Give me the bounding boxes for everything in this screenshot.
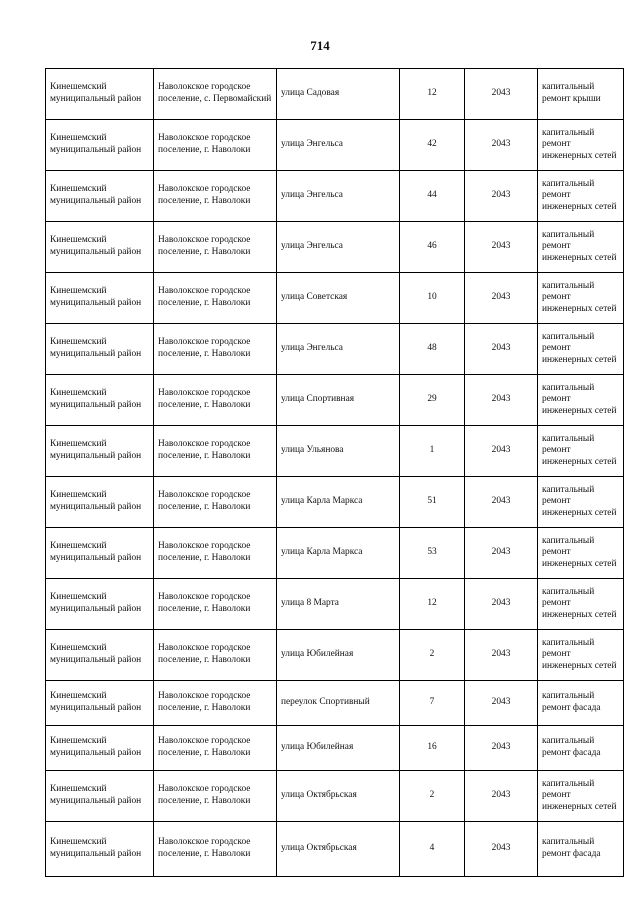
year-cell: 2043 bbox=[465, 375, 538, 426]
district-cell: Кинешемский муниципальный район bbox=[46, 630, 154, 681]
table-row bbox=[46, 528, 624, 579]
work-type-cell: капитальный ремонт инженерных сетей bbox=[538, 771, 624, 822]
house-number-cell: 7 bbox=[400, 681, 465, 726]
work-type-cell: капитальный ремонт инженерных сетей bbox=[538, 273, 624, 324]
settlement-cell: Наволокское городское поселение, г. Наволоки bbox=[154, 528, 277, 579]
work-type-cell: капитальный ремонт фасада bbox=[538, 681, 624, 726]
housing-repair-table bbox=[45, 68, 624, 877]
district-cell: Кинешемский муниципальный район bbox=[46, 324, 154, 375]
district-cell: Кинешемский муниципальный район bbox=[46, 426, 154, 477]
work-type-cell: капитальный ремонт инженерных сетей bbox=[538, 477, 624, 528]
work-type-cell: капитальный ремонт инженерных сетей bbox=[538, 222, 624, 273]
house-number-cell: 16 bbox=[400, 726, 465, 771]
settlement-cell: Наволокское городское поселение, г. Наволоки bbox=[154, 222, 277, 273]
settlement-cell: Наволокское городское поселение, г. Наволоки bbox=[154, 630, 277, 681]
year-cell: 2043 bbox=[465, 681, 538, 726]
district-cell: Кинешемский муниципальный район bbox=[46, 273, 154, 324]
district-cell: Кинешемский муниципальный район bbox=[46, 222, 154, 273]
work-type-cell: капитальный ремонт инженерных сетей bbox=[538, 375, 624, 426]
work-type-cell: капитальный ремонт инженерных сетей bbox=[538, 528, 624, 579]
street-cell: улица Карла Маркса bbox=[277, 477, 400, 528]
table-row bbox=[46, 171, 624, 222]
table-row bbox=[46, 120, 624, 171]
table-row bbox=[46, 273, 624, 324]
table-row bbox=[46, 681, 624, 726]
house-number-cell: 2 bbox=[400, 630, 465, 681]
page-number: 714 bbox=[310, 38, 330, 53]
district-cell: Кинешемский муниципальный район bbox=[46, 681, 154, 726]
street-cell: улица Советская bbox=[277, 273, 400, 324]
settlement-cell: Наволокское городское поселение, г. Наволоки bbox=[154, 477, 277, 528]
year-cell: 2043 bbox=[465, 324, 538, 375]
house-number-cell: 29 bbox=[400, 375, 465, 426]
settlement-cell: Наволокское городское поселение, с. Первомайский bbox=[154, 69, 277, 120]
house-number-cell: 46 bbox=[400, 222, 465, 273]
street-cell: улица 8 Марта bbox=[277, 579, 400, 630]
year-cell: 2043 bbox=[465, 822, 538, 877]
district-cell: Кинешемский муниципальный район bbox=[46, 528, 154, 579]
street-cell: улица Октябрьская bbox=[277, 822, 400, 877]
house-number-cell: 12 bbox=[400, 579, 465, 630]
work-type-cell: капитальный ремонт инженерных сетей bbox=[538, 171, 624, 222]
street-cell: переулок Спортивный bbox=[277, 681, 400, 726]
district-cell: Кинешемский муниципальный район bbox=[46, 375, 154, 426]
year-cell: 2043 bbox=[465, 630, 538, 681]
table-row bbox=[46, 222, 624, 273]
street-cell: улица Октябрьская bbox=[277, 771, 400, 822]
work-type-cell: капитальный ремонт инженерных сетей bbox=[538, 426, 624, 477]
table-body bbox=[46, 69, 624, 877]
district-cell: Кинешемский муниципальный район bbox=[46, 171, 154, 222]
settlement-cell: Наволокское городское поселение, г. Наволоки bbox=[154, 726, 277, 771]
year-cell: 2043 bbox=[465, 771, 538, 822]
street-cell: улица Энгельса bbox=[277, 222, 400, 273]
year-cell: 2043 bbox=[465, 528, 538, 579]
settlement-cell: Наволокское городское поселение, г. Наволоки bbox=[154, 771, 277, 822]
year-cell: 2043 bbox=[465, 726, 538, 771]
street-cell: улица Садовая bbox=[277, 69, 400, 120]
house-number-cell: 44 bbox=[400, 171, 465, 222]
year-cell: 2043 bbox=[465, 273, 538, 324]
settlement-cell: Наволокское городское поселение, г. Наволоки bbox=[154, 171, 277, 222]
table-row bbox=[46, 477, 624, 528]
work-type-cell: капитальный ремонт фасада bbox=[538, 726, 624, 771]
table-row bbox=[46, 579, 624, 630]
settlement-cell: Наволокское городское поселение, г. Наволоки bbox=[154, 273, 277, 324]
table-row bbox=[46, 324, 624, 375]
settlement-cell: Наволокское городское поселение, г. Наволоки bbox=[154, 324, 277, 375]
settlement-cell: Наволокское городское поселение, г. Наволоки bbox=[154, 579, 277, 630]
work-type-cell: капитальный ремонт инженерных сетей bbox=[538, 579, 624, 630]
district-cell: Кинешемский муниципальный район bbox=[46, 822, 154, 877]
table-row bbox=[46, 630, 624, 681]
year-cell: 2043 bbox=[465, 579, 538, 630]
street-cell: улица Энгельса bbox=[277, 324, 400, 375]
street-cell: улица Ульянова bbox=[277, 426, 400, 477]
street-cell: улица Юбилейная bbox=[277, 726, 400, 771]
district-cell: Кинешемский муниципальный район bbox=[46, 120, 154, 171]
table-row bbox=[46, 771, 624, 822]
table-row bbox=[46, 69, 624, 120]
work-type-cell: капитальный ремонт фасада bbox=[538, 822, 624, 877]
house-number-cell: 42 bbox=[400, 120, 465, 171]
district-cell: Кинешемский муниципальный район bbox=[46, 69, 154, 120]
table-row bbox=[46, 822, 624, 877]
year-cell: 2043 bbox=[465, 426, 538, 477]
table-row bbox=[46, 375, 624, 426]
house-number-cell: 2 bbox=[400, 771, 465, 822]
table-row bbox=[46, 726, 624, 771]
street-cell: улица Энгельса bbox=[277, 120, 400, 171]
district-cell: Кинешемский муниципальный район bbox=[46, 477, 154, 528]
street-cell: улица Юбилейная bbox=[277, 630, 400, 681]
street-cell: улица Карла Маркса bbox=[277, 528, 400, 579]
house-number-cell: 51 bbox=[400, 477, 465, 528]
settlement-cell: Наволокское городское поселение, г. Наволоки bbox=[154, 822, 277, 877]
work-type-cell: капитальный ремонт инженерных сетей bbox=[538, 324, 624, 375]
district-cell: Кинешемский муниципальный район bbox=[46, 579, 154, 630]
settlement-cell: Наволокское городское поселение, г. Наволоки bbox=[154, 426, 277, 477]
street-cell: улица Энгельса bbox=[277, 171, 400, 222]
district-cell: Кинешемский муниципальный район bbox=[46, 771, 154, 822]
work-type-cell: капитальный ремонт крыши bbox=[538, 69, 624, 120]
year-cell: 2043 bbox=[465, 120, 538, 171]
work-type-cell: капитальный ремонт инженерных сетей bbox=[538, 630, 624, 681]
house-number-cell: 12 bbox=[400, 69, 465, 120]
settlement-cell: Наволокское городское поселение, г. Наволоки bbox=[154, 120, 277, 171]
year-cell: 2043 bbox=[465, 477, 538, 528]
settlement-cell: Наволокское городское поселение, г. Наволоки bbox=[154, 375, 277, 426]
house-number-cell: 48 bbox=[400, 324, 465, 375]
house-number-cell: 1 bbox=[400, 426, 465, 477]
year-cell: 2043 bbox=[465, 171, 538, 222]
table-row bbox=[46, 426, 624, 477]
settlement-cell: Наволокское городское поселение, г. Наволоки bbox=[154, 681, 277, 726]
house-number-cell: 53 bbox=[400, 528, 465, 579]
year-cell: 2043 bbox=[465, 69, 538, 120]
street-cell: улица Спортивная bbox=[277, 375, 400, 426]
house-number-cell: 10 bbox=[400, 273, 465, 324]
work-type-cell: капитальный ремонт инженерных сетей bbox=[538, 120, 624, 171]
house-number-cell: 4 bbox=[400, 822, 465, 877]
year-cell: 2043 bbox=[465, 222, 538, 273]
district-cell: Кинешемский муниципальный район bbox=[46, 726, 154, 771]
